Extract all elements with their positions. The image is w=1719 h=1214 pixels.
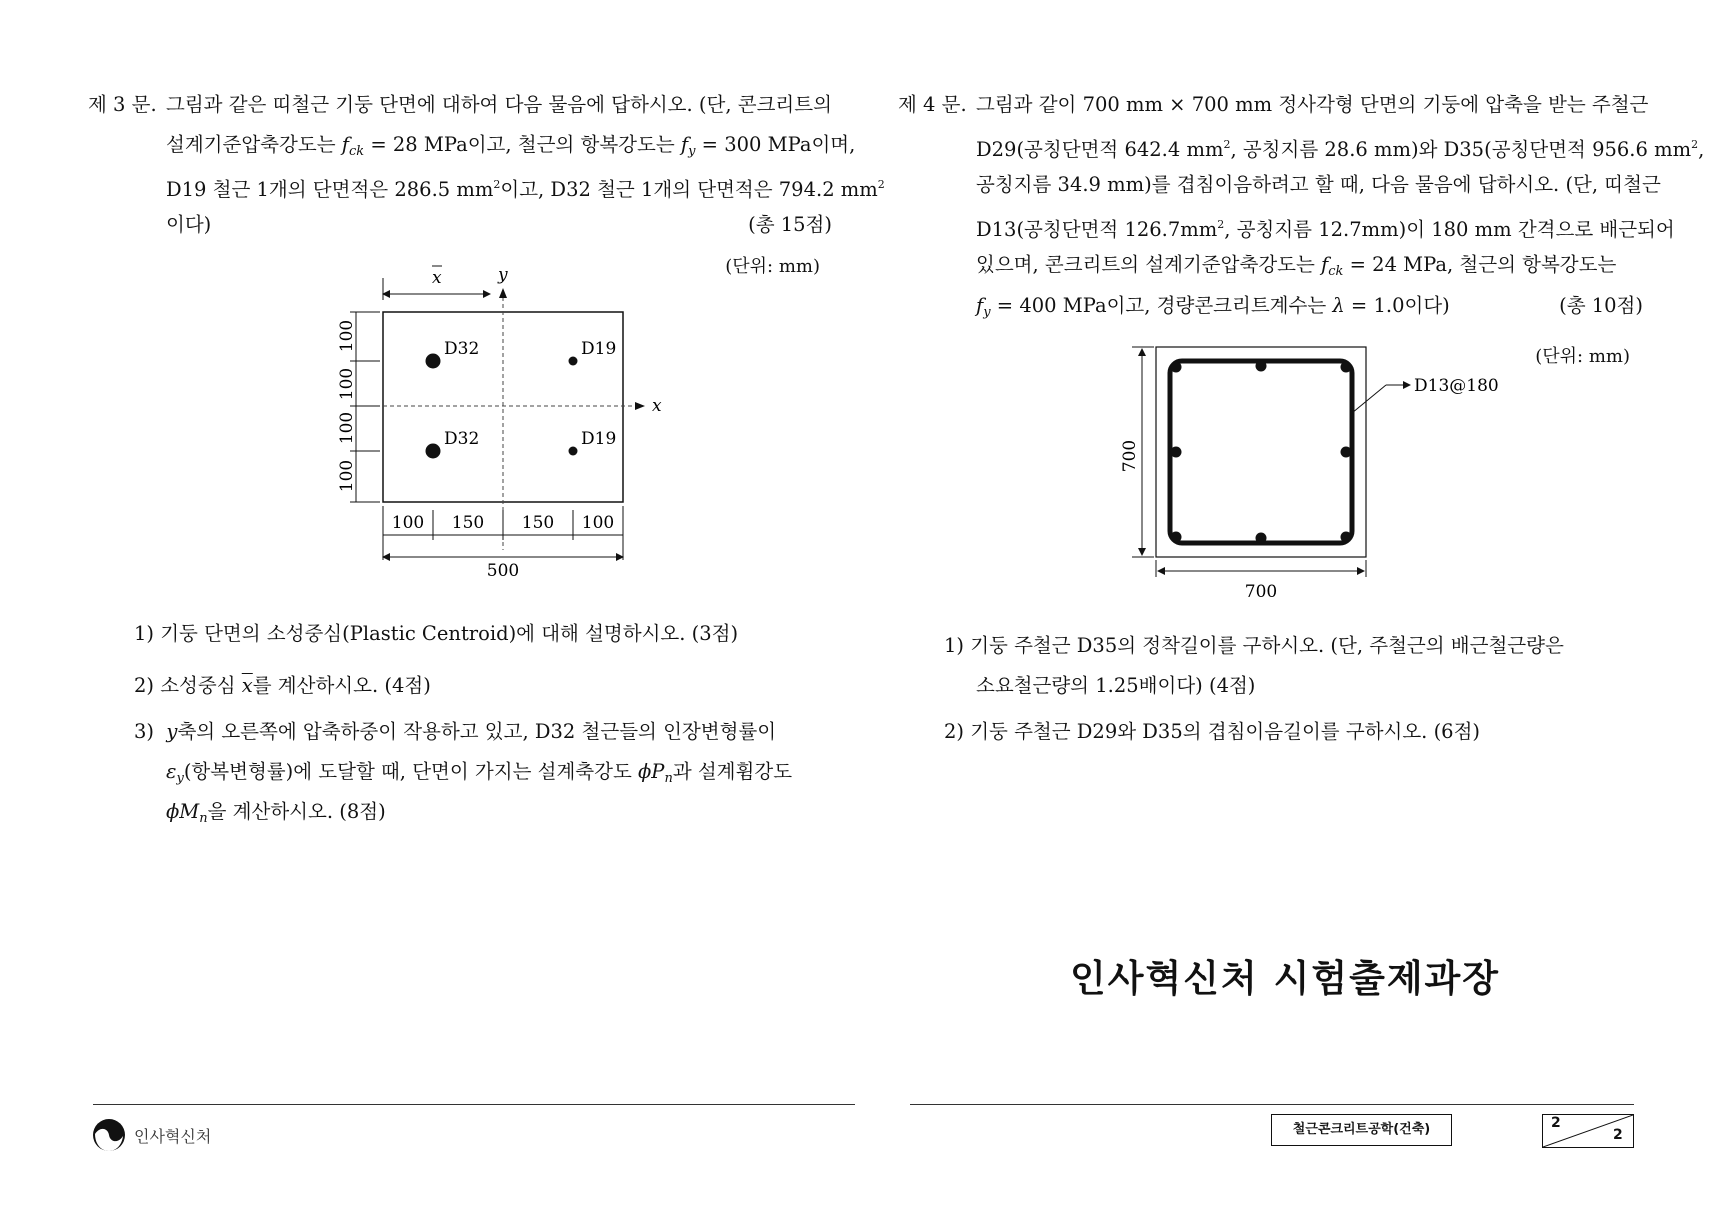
tie-bar (1170, 361, 1352, 543)
q3-item-2: 2) 소성중심 $\overline{x}$를 계산하시오. (4점) (134, 674, 431, 697)
q4-score: (총 10점) (1559, 294, 1643, 317)
dim-horizontal: 700 (1244, 582, 1278, 602)
government-logo-icon (92, 1118, 126, 1152)
q4-item-1-line2: 소요철근량의 1.25배이다) (4점) (976, 674, 1256, 697)
exam-office-title: 인사혁신처 시험출제과장 (1070, 957, 1501, 1000)
q3-item-3-line2: $\varepsilon_y$(항복변형률)에 도달할 때, 단면이 가지는 설계축강도 $\phi P_n$과 설계휨강도 (166, 760, 793, 786)
q3-line4: 이다) (166, 213, 212, 236)
dim-h-2: 150 (451, 513, 485, 533)
y-axis-label: y (498, 265, 508, 285)
bar-label-d19-top: D19 (581, 339, 617, 359)
page-total: 2 (1613, 1127, 1623, 1143)
page-number-box (1542, 1114, 1634, 1148)
q4-line6: $f_y = 400$ MPa이고, 경량콘크리트계수는 λ = 1.0이다) (976, 294, 1450, 320)
q4-item-1-line1: 1) 기둥 주철근 D35의 정착길이를 구하시오. (단, 주철근의 배근철근량은 (944, 634, 1564, 657)
q4-section-figure (1110, 335, 1530, 605)
q4-item-2: 2) 기둥 주철근 D29와 D35의 겹침이음길이를 구하시오. (6점) (944, 720, 1481, 743)
x-axis-arrow-icon (635, 402, 645, 410)
bar-d19-top (569, 357, 578, 366)
dim-total: 500 (486, 561, 520, 580)
dim-v-4: 100 (337, 459, 357, 493)
dim-vertical: 700 (1120, 439, 1140, 473)
bar-d32-bottom (426, 444, 441, 459)
subject-box: 철근콘크리트공학(건축) (1271, 1114, 1452, 1146)
xbar-label: x (432, 268, 442, 288)
dim-h-3: 150 (521, 513, 555, 533)
bar-label-d32-bottom: D32 (444, 429, 480, 449)
q3-line2: 설계기준압축강도는 $f_{ck} = 28$ MPa이고, 철근의 항복강도는 $f_y = 300$ MPa이며, (166, 133, 856, 159)
org-name: 인사혁신처 (134, 1127, 212, 1146)
q3-item-1: 1) 기둥 단면의 소성중심(Plastic Centroid)에 대해 설명하시오. (3점) (134, 622, 739, 645)
dim-v-2: 100 (337, 367, 357, 401)
bar-label-d32-top: D32 (444, 339, 480, 359)
dim-h-1: 100 (391, 513, 425, 533)
q3-lead: 제 3 문. (88, 93, 157, 116)
q4-line2: D29(공칭단면적 642.4 $mm^2$, 공칭지름 28.6 mm)와 D35(공칭단면적 956.6 $mm^2$, (976, 138, 1705, 161)
q4-lead: 제 4 문. (898, 93, 967, 116)
footer-divider-right (910, 1104, 1634, 1105)
q3-line3: D19 철근 1개의 단면적은 286.5 $mm^2$이고, D32 철근 1개의 단면적은 794.2 $mm^2$ (166, 178, 885, 201)
q4-line4: D13(공칭단면적 $126.7mm^2$, 공칭지름 12.7mm)이 180 mm 간격으로 배근되어 (976, 218, 1675, 241)
q3-section-figure (320, 260, 680, 580)
bar-d32-top (426, 354, 441, 369)
dim-h-4: 100 (581, 513, 615, 533)
dim-v-1: 100 (337, 319, 357, 353)
x-axis-label: x (652, 396, 662, 416)
dim-v-3: 100 (337, 411, 357, 445)
q3-item-3-line3: $\phi M_n$을 계산하시오. (8점) (166, 800, 386, 826)
q4-line3: 공칭지름 34.9 mm)를 겹침이음하려고 할 때, 다음 물음에 답하시오. (단, 띠철근 (976, 173, 1661, 196)
bar-d19-bottom (569, 447, 578, 456)
q3-unit: (단위: mm) (725, 256, 820, 277)
q4-line5: 있으며, 콘크리트의 설계기준압축강도는 $f_{ck} = 24$ MPa, 철근의 항복강도는 (976, 253, 1617, 279)
y-axis-arrow-icon (499, 288, 507, 298)
q3-score: (총 15점) (748, 213, 832, 236)
q3-item-3-line1: 3) y축의 오른쪽에 압축하중이 작용하고 있고, D32 철근들의 인장변형률이 (134, 720, 777, 743)
footer-divider-left (93, 1104, 855, 1105)
bar-label-d19-bottom: D19 (581, 429, 617, 449)
tie-label: D13@180 (1414, 376, 1499, 396)
q3-line1: 그림과 같은 띠철근 기둥 단면에 대하여 다음 물음에 답하시오. (단, 콘크리트의 (166, 93, 832, 116)
page-current: 2 (1551, 1115, 1561, 1131)
column-outline (1156, 347, 1366, 557)
q4-line1: 그림과 같이 700 mm × 700 mm 정사각형 단면의 기둥에 압축을 받는 주철근 (976, 93, 1649, 116)
q4-unit: (단위: mm) (1535, 346, 1630, 367)
